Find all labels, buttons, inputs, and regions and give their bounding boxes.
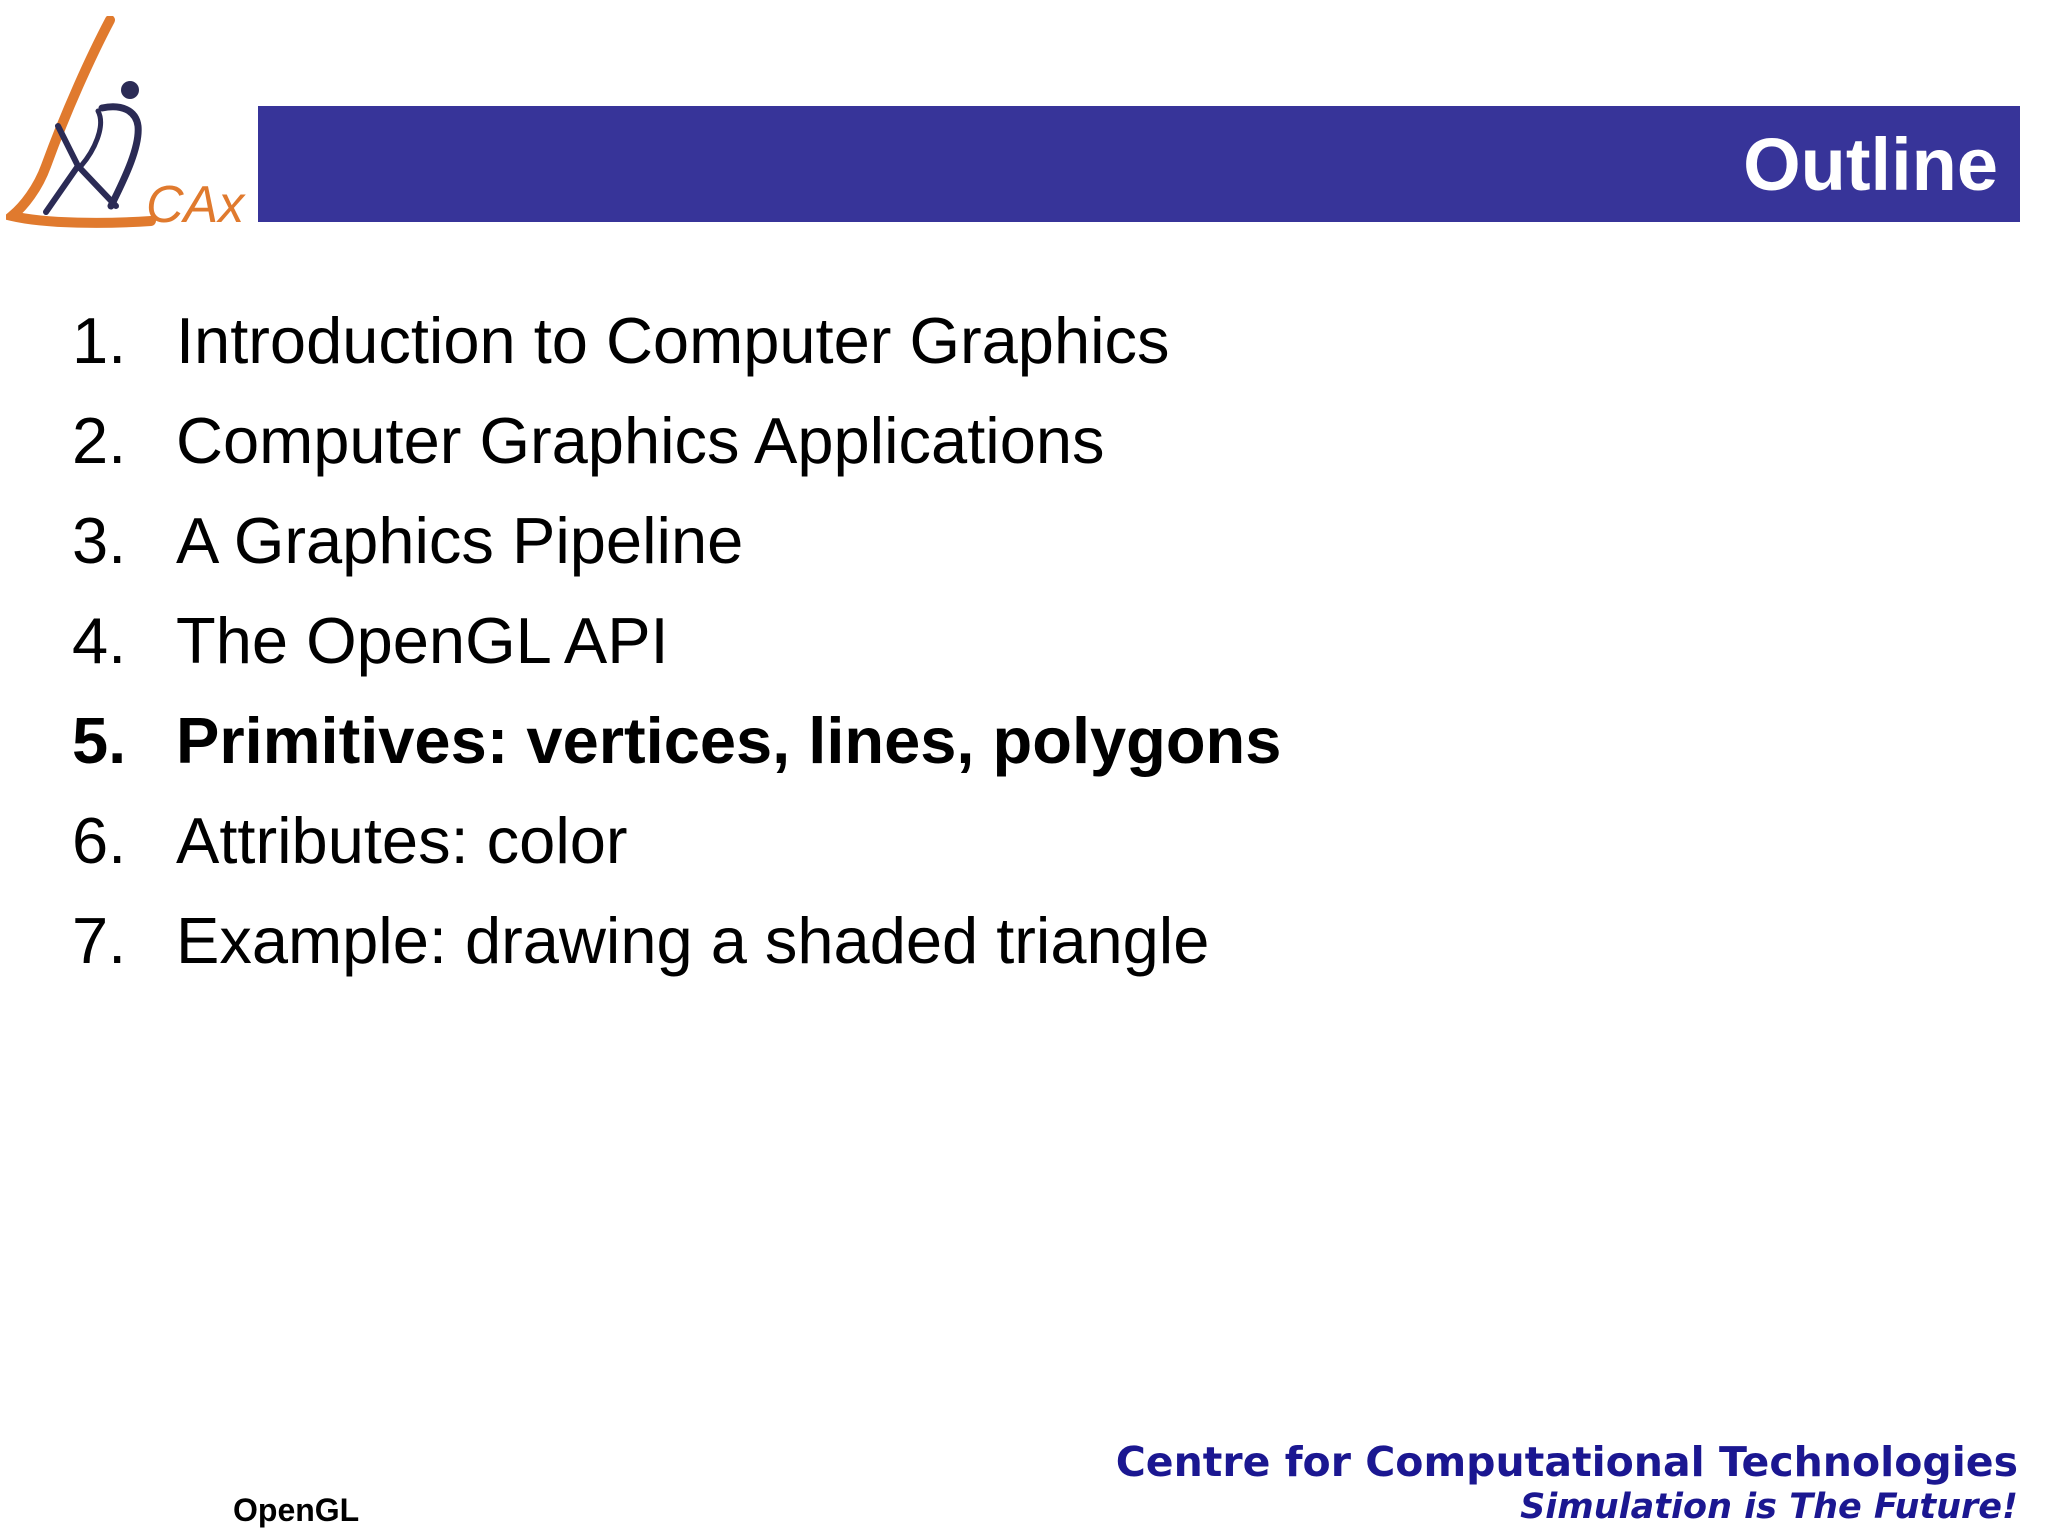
cax-logo — [6, 16, 262, 232]
outline-item-number: 4. — [72, 603, 127, 677]
slide-title: Outline — [1743, 123, 1998, 206]
title-bar — [258, 106, 2020, 222]
outline-item — [72, 290, 1281, 390]
outline-item-text: Attributes: color — [176, 803, 628, 877]
outline-item-number: 1. — [72, 303, 127, 377]
outline-item — [72, 890, 1281, 990]
outline-list — [72, 290, 1281, 990]
footer-branding — [1116, 1440, 2018, 1531]
outline-item-text: The OpenGL API — [176, 603, 669, 677]
outline-item-number: 7. — [72, 903, 127, 977]
outline-item — [72, 790, 1281, 890]
outline-item-number: 3. — [72, 503, 127, 577]
outline-item — [72, 390, 1281, 490]
tagline: Simulation is The Future! — [1520, 1487, 2018, 1528]
organization-name: Centre for Computational Technologies — [1115, 1438, 2018, 1486]
outline-item-text: Computer Graphics Applications — [176, 403, 1105, 477]
outline-item-number: 2. — [72, 403, 127, 477]
footer-topic: OpenGL — [233, 1492, 360, 1528]
outline-item-number: 6. — [72, 803, 127, 877]
outline-item — [72, 690, 1281, 790]
outline-item-text: A Graphics Pipeline — [176, 503, 744, 577]
outline-item-number: 5. — [72, 703, 127, 777]
logo-text: CAx — [146, 176, 245, 232]
outline-item — [72, 490, 1281, 590]
person-at-computer-logo-icon — [6, 16, 262, 232]
outline-item-text: Primitives: vertices, lines, polygons — [176, 703, 1282, 777]
outline-item — [72, 590, 1281, 690]
outline-item-text: Example: drawing a shaded triangle — [176, 903, 1210, 977]
outline-item-text: Introduction to Computer Graphics — [176, 303, 1170, 377]
